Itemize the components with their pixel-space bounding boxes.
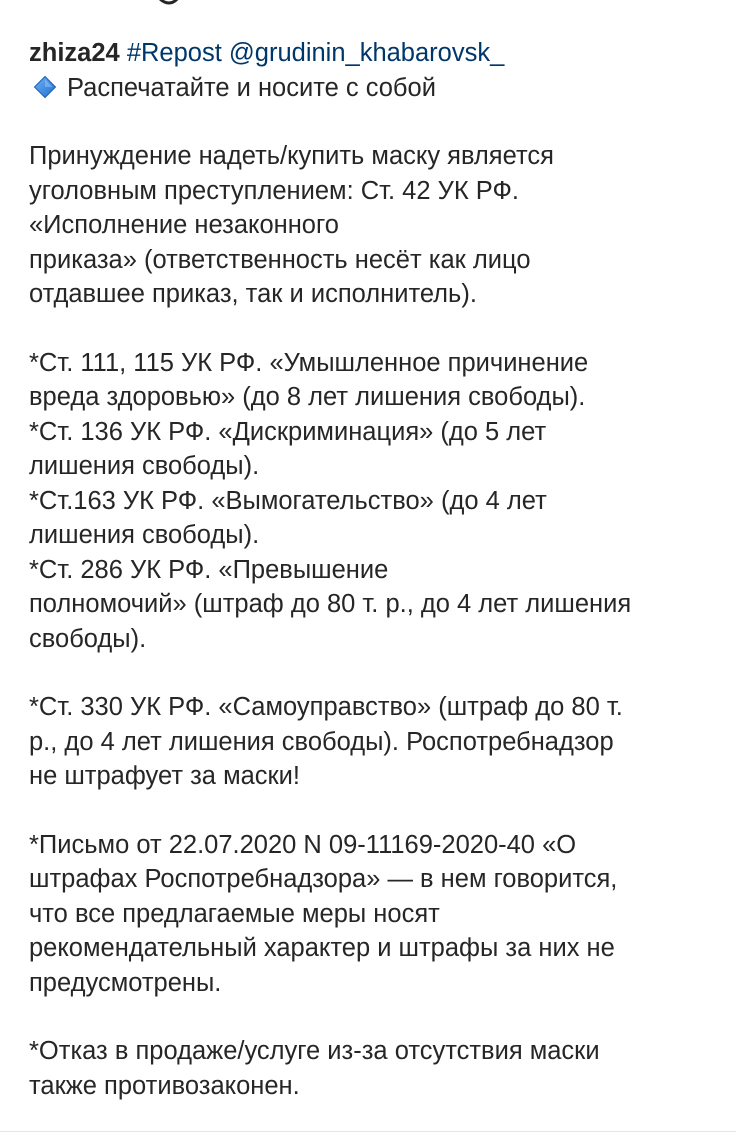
paragraph-2 (29, 346, 729, 657)
hashtag-link[interactable]: #Repost (126, 39, 222, 67)
caption-line: не штрафует за маски! (29, 762, 301, 790)
paragraph-5 (29, 1034, 729, 1103)
caption-line: *Ст. 286 УК РФ. «Превышение (29, 555, 389, 584)
caption-line: *Письмо от 22.07.2020 N 09-11169-2020-40 «О (29, 830, 577, 859)
caption-line: Принуждение надеть/купить маску является (29, 142, 554, 170)
caption-line: отдавшее приказ, так и исполнитель). (29, 280, 477, 308)
paragraph-3 (29, 690, 729, 794)
caption-line: свободы). (29, 624, 147, 653)
caption-line: *Ст. 111, 115 УК РФ. «Умышленное причинение (29, 348, 589, 377)
caption-line: «Исполнение незаконного (29, 211, 339, 239)
caption-line: штрафах Роспотребнадзора» — в нем говорится, (29, 865, 618, 893)
caption-line: также противозаконен. (29, 1071, 300, 1100)
post-caption (29, 36, 729, 1103)
paragraph-1 (29, 139, 729, 312)
cropped-glyph-fragment (148, 0, 188, 10)
caption-line: рекомендательный характер и штрафы за них не (29, 934, 615, 962)
caption-line: что все предлагаемые меры носят (29, 899, 440, 928)
caption-line: приказа» (ответственность несёт как лицо (29, 245, 531, 274)
blue-diamond-icon (33, 74, 57, 98)
caption-line: полномочий» (штраф до 80 т. р., до 4 лет лишения (29, 590, 632, 618)
caption-line: *Ст.163 УК РФ. «Вымогательство» (до 4 лет (29, 486, 547, 515)
divider (0, 1131, 736, 1132)
username-link[interactable]: zhiza24 (29, 39, 120, 67)
caption-header-line (29, 36, 729, 71)
mention-link[interactable]: @grudinin_khabarovsk_ (228, 39, 505, 67)
header-text: Распечатайте и носите с собой (67, 73, 436, 102)
caption-line: уголовным преступлением: Ст. 42 УК РФ. (29, 176, 519, 205)
caption-line: вреда здоровью» (до 8 лет лишения свободы). (29, 383, 586, 411)
caption-line: лишения свободы). (29, 521, 260, 549)
caption-line: *Ст. 330 УК РФ. «Самоуправство» (штраф до 80 т. (29, 693, 623, 721)
caption-line: *Ст. 136 УК РФ. «Дискриминация» (до 5 лет (29, 417, 547, 446)
caption-line: лишения свободы). (29, 452, 260, 480)
caption-line: предусмотрены. (29, 968, 222, 997)
caption-line: р., до 4 лет лишения свободы). Роспотребнадзор (29, 727, 614, 756)
caption-subheader-line (29, 71, 729, 106)
paragraph-4 (29, 828, 729, 1001)
caption-line: *Отказ в продаже/услуге из-за отсутствия маски (29, 1037, 600, 1065)
